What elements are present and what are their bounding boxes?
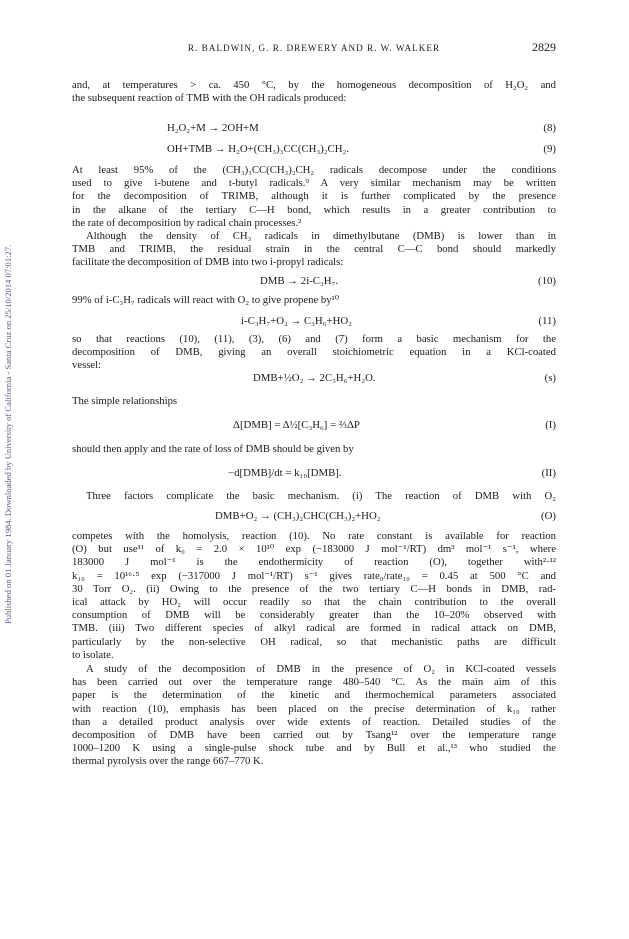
- text-line: decomposition of DMB, giving an overall stoichiometric equation in a KCl-coated: [72, 346, 556, 359]
- text-line: than a detailed product analysis over wide extents of reaction. Detailed studies of the: [72, 715, 556, 728]
- text-line: in the alkane of the tertiary C—H bond, which results in a greater contribution to: [72, 203, 556, 216]
- text-line: competes with the homolysis, reaction (10). No rate constant is available for reaction: [72, 530, 556, 542]
- text-line: the subsequent reaction of TMB with the OH radicals produced:: [72, 92, 347, 105]
- text-line: for the decomposition of TRIMB, although it is further complicated by the presence: [72, 190, 556, 203]
- equation-11: [72, 314, 556, 328]
- equation-number: (8): [543, 122, 556, 134]
- header-authors: R. BALDWIN, G. R. DREWERY AND R. W. WALKER: [187, 43, 441, 53]
- paragraph-10: [72, 663, 556, 769]
- equation-II: [72, 466, 556, 480]
- equation-10: [72, 274, 556, 288]
- paragraph-9: [72, 530, 556, 662]
- equation-formula: i-C₃H₇+O₂ → C₃H₆+HO₂: [241, 315, 352, 327]
- text-line: vessel:: [72, 359, 102, 372]
- equation-number: (s): [544, 372, 556, 384]
- text-line: the rate of decomposition by radical chain processes.²: [72, 216, 302, 229]
- equation-number: (9): [543, 143, 556, 155]
- text-line: A study of the decomposition of DMB in the presence of O₂ in KCl-coated vessels: [86, 663, 556, 675]
- text-line: particularly by the non-selective OH radical, so that mechanistic paths are difficult: [72, 635, 556, 648]
- paragraph-1: [72, 79, 556, 105]
- text-line: TMB. (iii) Two different species of alkyl radical are formed in radical attack on DMB,: [72, 622, 556, 635]
- text-line: 183000 J mol⁻¹ is the endothermicity of reaction (O), together with²·¹²: [72, 556, 556, 569]
- download-stamp: Published on 01 January 1984. Downloaded by University of California - Santa Cruz on 25/10/2014 07:01:27.: [3, 244, 13, 624]
- equation-number: (11): [538, 315, 556, 327]
- text-line: Although the density of CH₃ radicals in dimethylbutane (DMB) is lower than in: [86, 230, 556, 242]
- equation-formula: H₂O₂+M → 2OH+M: [167, 122, 259, 134]
- text-line: consumption of DMB will be considerably greater than the 10–20% observed with: [72, 609, 556, 622]
- page-number: 2829: [532, 40, 556, 54]
- text-line: TMB and TRIMB, the residual strain in the central C—C bond should markedly: [72, 243, 556, 256]
- paragraph-3: [72, 230, 556, 270]
- equation-O: [72, 509, 556, 523]
- text-line: should then apply and the rate of loss of DMB should be given by: [72, 443, 354, 455]
- equation-formula: DMB+O₂ → (CH₃)₂CHC(CH₃)₂+HO₂: [215, 510, 381, 522]
- equation-number: (10): [538, 275, 556, 287]
- paragraph-4: [72, 294, 556, 307]
- text-line: ical attack by HO₂ will occur readily so that the chain contribution to the overall: [72, 595, 556, 608]
- text-line: k₁₀ = 10¹⁶·⁵ exp (−317000 J mol⁻¹/RT) s⁻¹ gives rate₀/rate₁₀ = 0.45 at 500 °C and: [72, 569, 556, 582]
- equation-formula: DMB → 2i-C₃H₇.: [260, 275, 339, 287]
- paragraph-7: [72, 443, 556, 456]
- text-line: to isolate.: [72, 648, 114, 661]
- text-line: so that reactions (10), (11), (3), (6) and (7) form a basic mechanism for the: [72, 333, 556, 345]
- text-line: 30 Torr O₂. (ii) Owing to the presence of the two tertiary C—H bonds in DMB, rad-: [72, 582, 556, 595]
- text-line: (O) but use¹¹ of k₀ = 2.0 × 10¹⁰ exp (−183000 J mol⁻¹/RT) dm³ mol⁻¹ s⁻¹, where: [72, 543, 556, 556]
- paragraph-6: [72, 395, 556, 408]
- equation-formula: OH+TMB → H₂O+(CH₃)₃CC(CH₃)₂CH₂.: [167, 143, 350, 155]
- paragraph-5: [72, 333, 556, 373]
- text-line: The simple relationships: [72, 395, 178, 407]
- equation-I: [72, 418, 556, 432]
- equation-formula: −d[DMB]/dt = k₁₀[DMB].: [228, 467, 342, 479]
- equation-formula: DMB+½O₂ → 2C₃H₆+H₂O.: [253, 372, 376, 384]
- running-header: [72, 41, 556, 55]
- paragraph-2: [72, 164, 556, 230]
- text-line: 1000–1200 K using a single-pulse shock tube and by Bull et al.,¹³ who studied the: [72, 742, 556, 755]
- text-line: At least 95% of the (CH₃)₃CC(CH₃)₂CH₂ radicals decompose under the conditions: [72, 164, 556, 176]
- equation-9: [72, 142, 556, 156]
- equation-number: (O): [541, 510, 556, 522]
- text-line: facilitate the decomposition of DMB into two i-propyl radicals:: [72, 256, 344, 269]
- text-line: Three factors complicate the basic mechanism. (i) The reaction of DMB with O₂: [86, 490, 556, 502]
- equation-number: (II): [541, 467, 556, 479]
- text-line: thermal pyrolysis over the range 667–770 K.: [72, 755, 264, 768]
- equation-number: (I): [545, 419, 556, 431]
- text-line: used to give i-butene and t-butyl radicals.⁹ A very similar mechanism may be written: [72, 177, 556, 190]
- text-line: 99% of i-C₃H₇ radicals will react with O₂ to give propene by¹⁰: [72, 294, 340, 306]
- text-line: and, at temperatures > ca. 450 °C, by the homogeneous decomposition of H₂O₂ and: [72, 79, 556, 91]
- text-line: with reaction (10), emphasis has been placed on the precise determination of k₁₀ rather: [72, 702, 556, 715]
- text-line: has been carried out over the temperature range 480–540 °C. As the main aim of this: [72, 676, 556, 689]
- equation-s: [72, 371, 556, 385]
- text-line: paper is the determination of the kinetic and thermochemical parameters associated: [72, 689, 556, 702]
- equation-8: [72, 121, 556, 135]
- equation-formula: Δ[DMB] = Δ½[C₃H₆] = ⅔ΔP: [233, 419, 360, 431]
- text-line: decomposition of DMB have been carried out by Tsang¹² over the temperature range: [72, 728, 556, 741]
- paragraph-8: [72, 490, 556, 503]
